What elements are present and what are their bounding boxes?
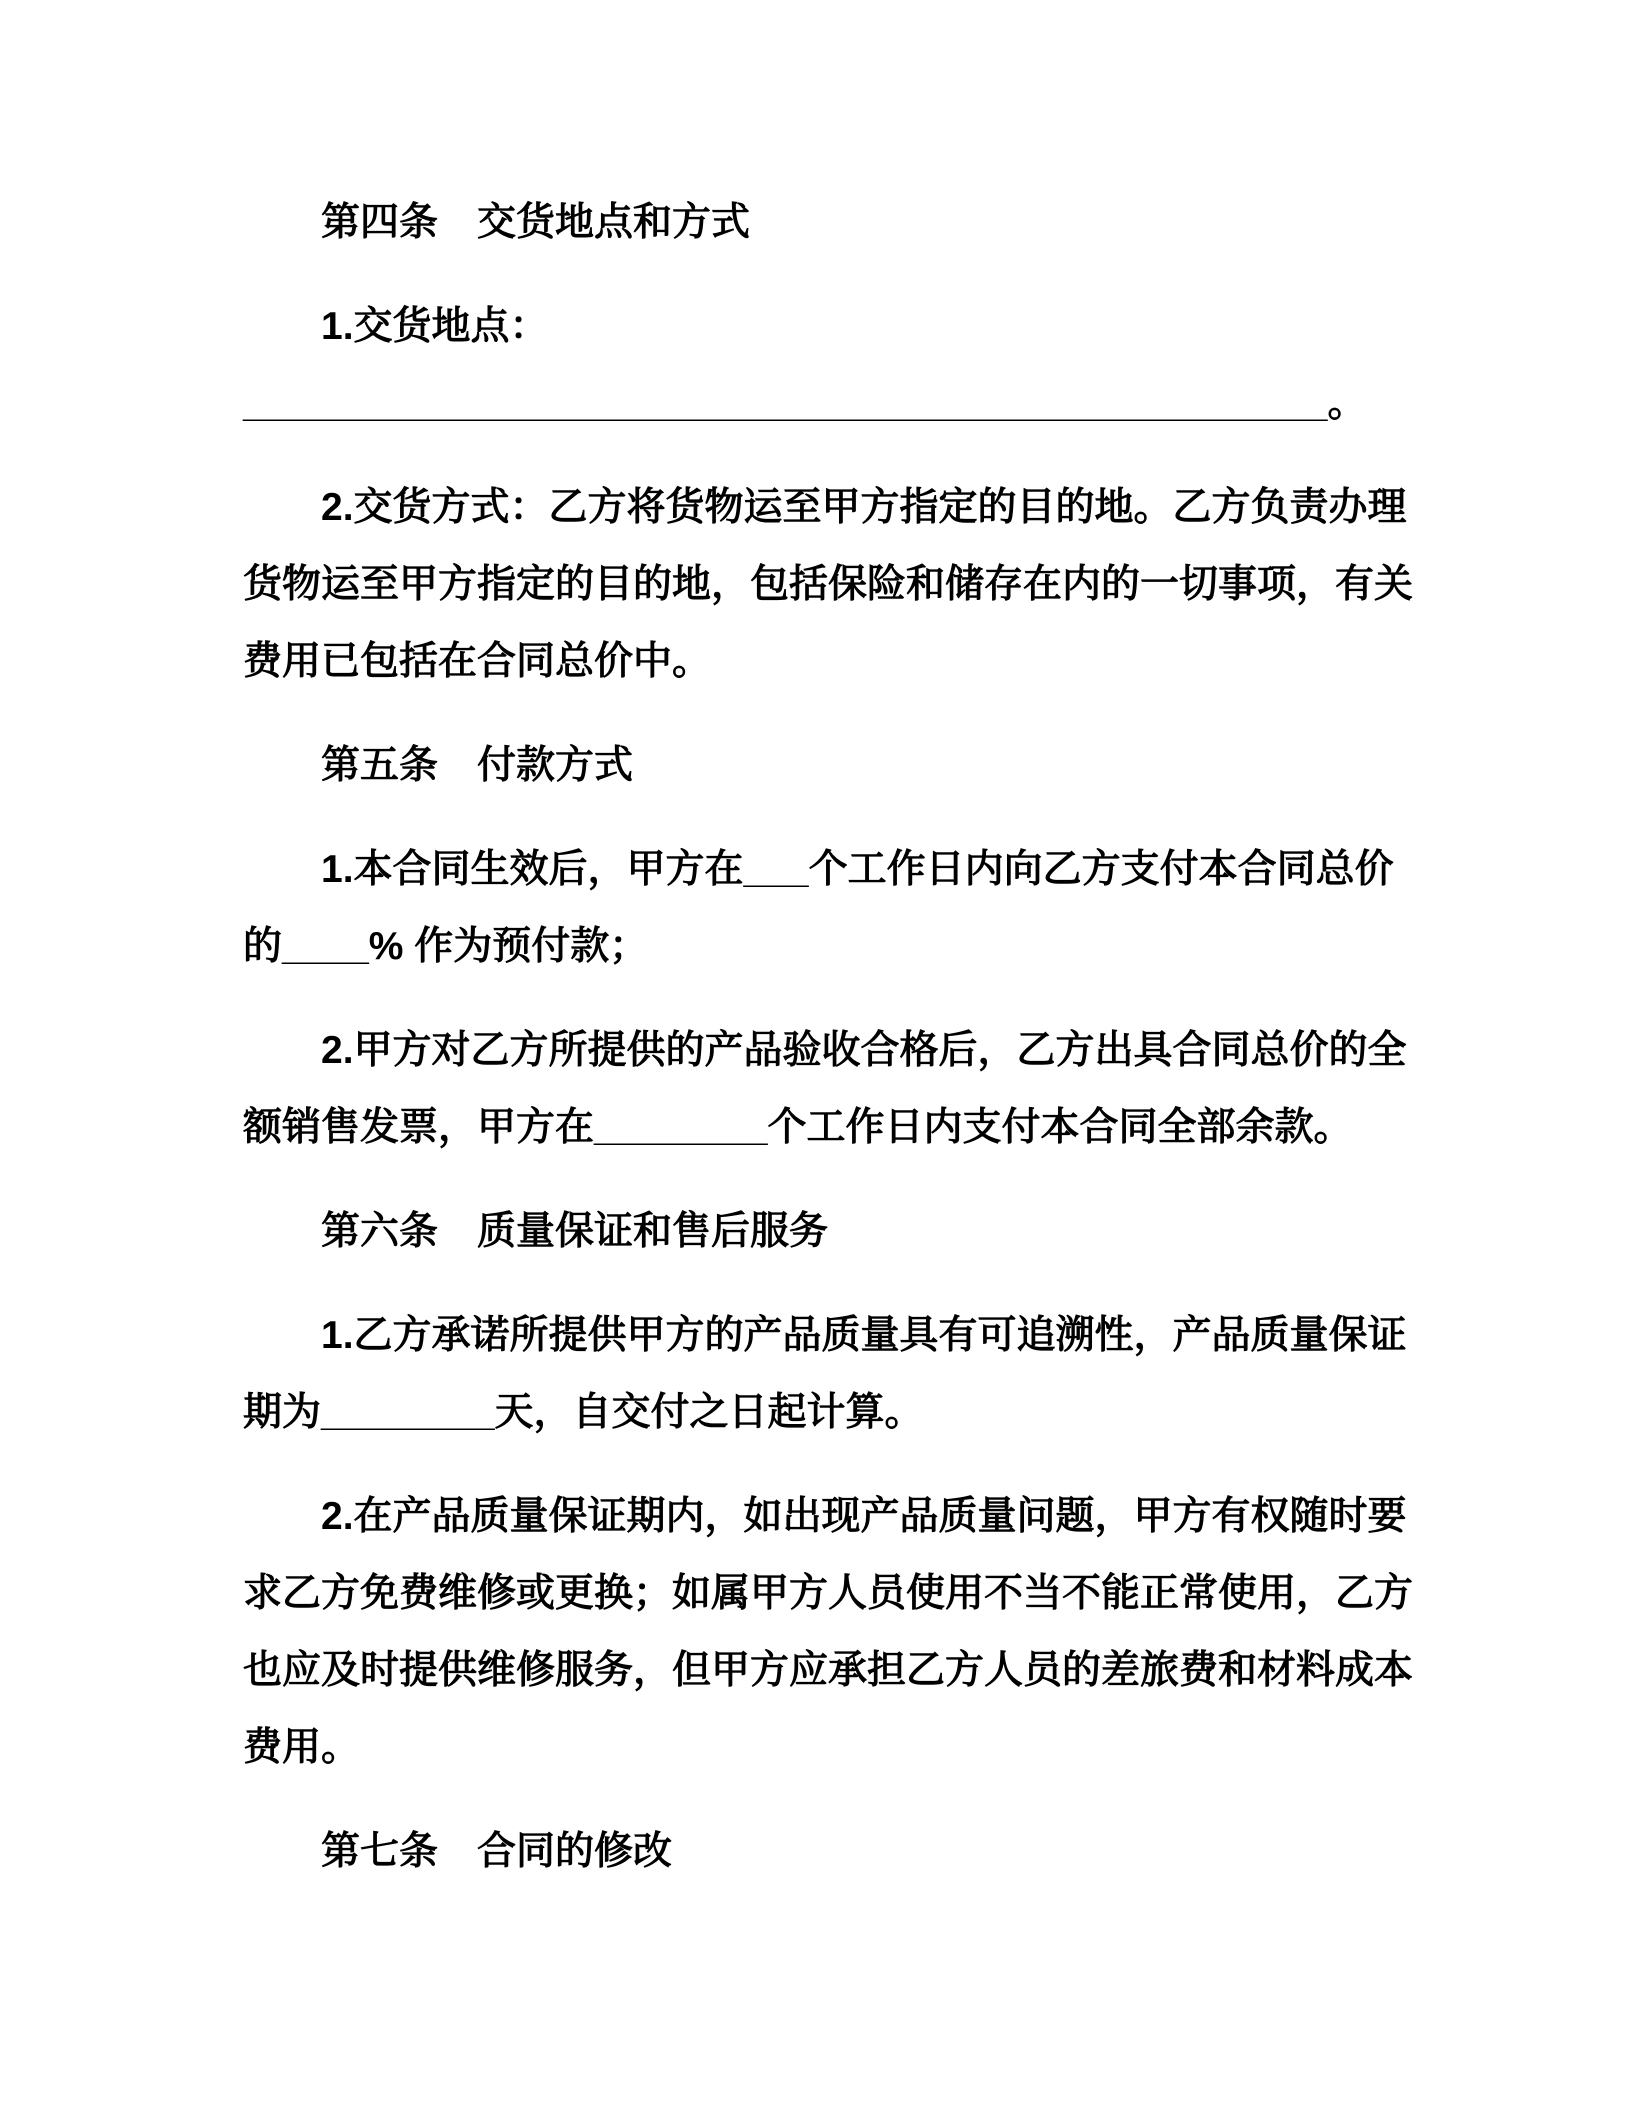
section-heading <box>243 1813 1413 1890</box>
text-line: 费用。 <box>243 1726 361 1769</box>
text-line: 第五条 付款方式 <box>321 744 634 787</box>
text-line: 2.在产品质量保证期内，如出现产品质量问题，甲方有权随时要 <box>321 1495 1407 1538</box>
text-line: 1.本合同生效后，甲方在___个工作日内向乙方支付本合同总价 <box>321 848 1394 891</box>
text-line: 1.乙方承诺所提供甲方的产品质量具有可追溯性，产品质量保证 <box>321 1314 1407 1357</box>
text-line: 第四条 交货地点和方式 <box>321 201 751 244</box>
text-line: 2.交货方式：乙方将货物运至甲方指定的目的地。乙方负责办理 <box>321 486 1407 529</box>
text-line: 额销售发票，甲方在________个工作日内支付本合同全部余款。 <box>243 1106 1353 1149</box>
text-line: 的____% 作为预付款； <box>243 925 649 968</box>
paragraph <box>243 831 1413 985</box>
section-heading <box>243 184 1413 261</box>
text-line: 1.交货地点： <box>321 305 549 348</box>
paragraph <box>243 1297 1413 1451</box>
paragraph <box>243 1012 1413 1166</box>
section-heading <box>243 727 1413 804</box>
text-line: 第七条 合同的修改 <box>321 1830 673 1873</box>
paragraph <box>243 288 1413 442</box>
paragraph <box>243 1478 1413 1786</box>
paragraph <box>243 469 1413 700</box>
text-line: 货物运至甲方指定的目的地，包括保险和储存在内的一切事项，有关 <box>243 563 1414 606</box>
text-line: 2.甲方对乙方所提供的产品验收合格后，乙方出具合同总价的全 <box>321 1029 1407 1072</box>
text-line: __________________________________________________。 <box>243 382 1367 425</box>
text-line: 期为________天，自交付之日起计算。 <box>243 1391 924 1434</box>
text-line: 求乙方免费维修或更换；如属甲方人员使用不当不能正常使用，乙方 <box>243 1572 1414 1615</box>
section-heading <box>243 1193 1413 1270</box>
text-line: 费用已包括在合同总价中。 <box>243 640 712 683</box>
text-line: 也应及时提供维修服务，但甲方应承担乙方人员的差旅费和材料成本 <box>243 1649 1414 1692</box>
text-line: 第六条 质量保证和售后服务 <box>321 1210 829 1253</box>
